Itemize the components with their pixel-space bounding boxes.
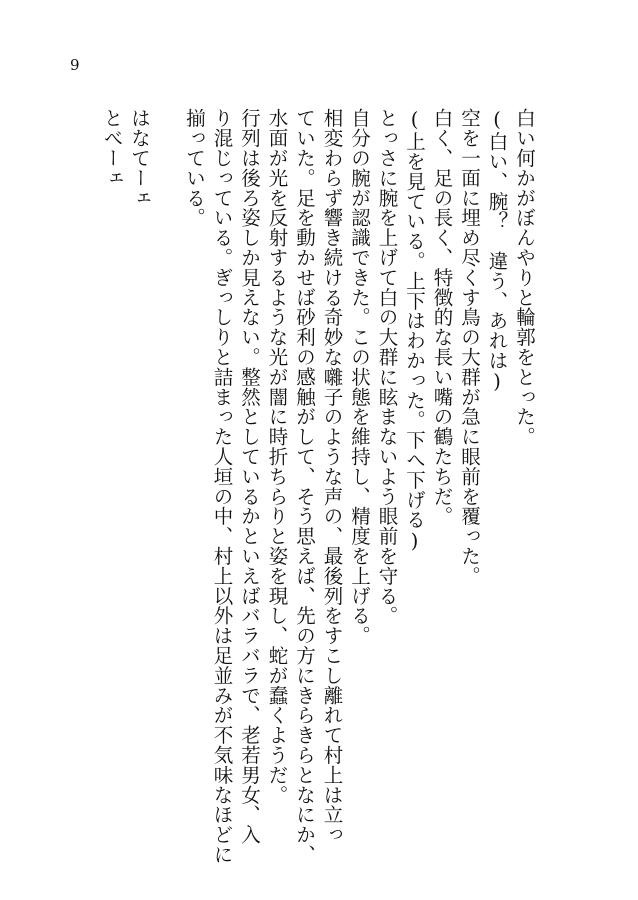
body-text xyxy=(98,108,538,865)
text-line: り混じっている。ぎっしりと詰まった人垣の中、村上以外は足並みが不気味なほどに xyxy=(210,108,234,865)
text-line: 水面が光を反射するような光が闇に時折ちらりと姿を現し、蛇が蠢くようだ。 xyxy=(265,108,289,805)
paragraph-gap xyxy=(153,108,181,828)
text-line: 揃っている。 xyxy=(183,108,206,228)
text-line: 行列は後ろ姿しか見えない。整然としているかといえばバラバラで、老若男女、入 xyxy=(238,108,261,845)
sound-effect-line: はなてーェ xyxy=(128,108,151,208)
text-line: (白い、腕？ 違う、あれは) xyxy=(485,108,509,394)
text-line: とっさに腕を上げて白の大群に眩まないよう眼前を守る。 xyxy=(375,108,399,626)
text-line: (上を見ている。上下はわかった。下へ下げる) xyxy=(403,108,426,553)
text-line: 白く、足の長く、特徴的な長い嘴の鶴たちだ。 xyxy=(430,108,454,526)
text-line: 白い何かがぼんやりと輪郭をとった。 xyxy=(513,108,536,447)
text-line: 空を一面に埋め尽くす鳥の大群が急に眼前を覆った。 xyxy=(458,108,481,586)
text-line: 相変わらず響き続ける奇妙な囃子のような声の、最後列をすこし離れて村上は立っ xyxy=(320,108,344,845)
text-line: 自分の腕が認識できた。この状態を維持し、精度を上げる。 xyxy=(348,108,371,646)
page-number: 9 xyxy=(70,56,80,74)
sound-effect-line: とべーェ xyxy=(100,108,124,188)
text-line: ていた。足を動かせば砂利の感触がして、そう思えば、先の方にきらきらとなにか、 xyxy=(293,108,316,865)
